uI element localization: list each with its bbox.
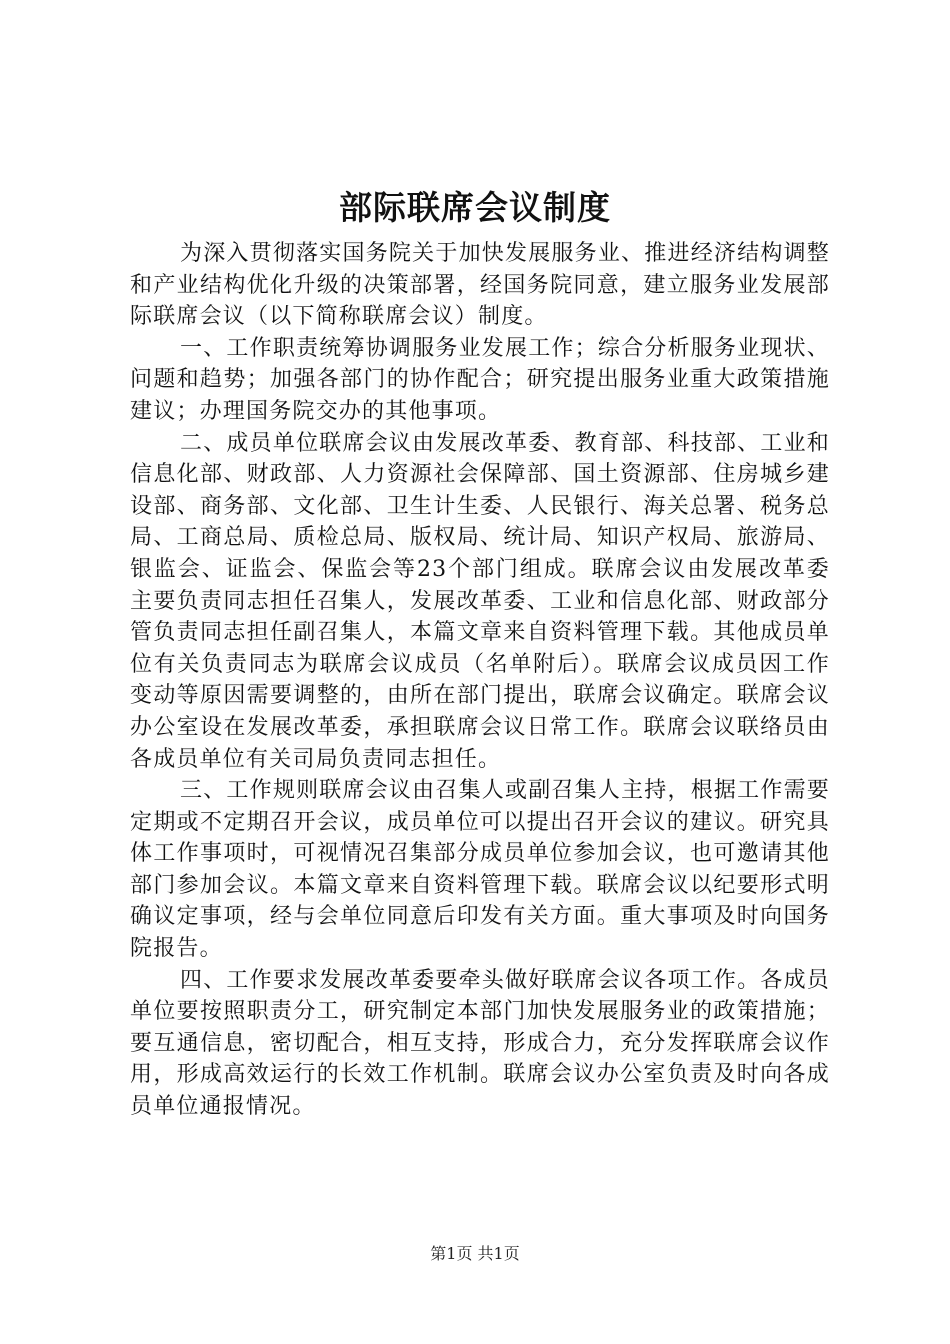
page-number-footer: 第1页 共1页 [430,1244,520,1263]
paragraph-section-3: 三、工作规则联席会议由召集人或副召集人主持，根据工作需要定期或不定期召开会议，成员单位可以提出召开会议的建议。研究具体工作事项时，可视情况召集部分成员单位参加会议，也可邀请其他部门参加会议。本篇文章来自资料管理下载。联席会议以纪要形式明确议定事项，经与会单位同意后印发有关方面。重大事项及时向国务院报告。 [130,778,830,962]
document-title: 部际联席会议制度 [339,188,611,227]
paragraph-section-2: 二、成员单位联席会议由发展改革委、教育部、科技部、工业和信息化部、财政部、人力资源社会保障部、国土资源部、住房城乡建设部、商务部、文化部、卫生计生委、人民银行、海关总署、税务总局、工商总局、质检总局、版权局、统计局、知识产权局、旅游局、银监会、证监会、保监会等23个部门组成。联席会议由发展改革委主要负责同志担任召集人，发展改革委、工业和信息化部、财政部分管负责同志担任副召集人，本篇文章来自资料管理下载。其他成员单位有关负责同志为联席会议成员（名单附后）。联席会议成员因工作变动等原因需要调整的，由所在部门提出，联席会议确定。联席会议办公室设在发展改革委，承担联席会议日常工作。联席会议联络员由各成员单位有关司局负责同志担任。 [130,430,830,772]
paragraph-intro: 为深入贯彻落实国务院关于加快发展服务业、推进经济结构调整和产业结构优化升级的决策部署，经国务院同意，建立服务业发展部际联席会议（以下简称联席会议）制度。 [130,241,830,330]
paragraph-section-1: 一、工作职责统筹协调服务业发展工作；综合分析服务业现状、问题和趋势；加强各部门的协作配合；研究提出服务业重大政策措施建议；办理国务院交办的其他事项。 [130,335,830,424]
paragraph-section-4: 四、工作要求发展改革委要牵头做好联席会议各项工作。各成员单位要按照职责分工，研究制定本部门加快发展服务业的政策措施；要互通信息，密切配合，相互支持，形成合力，充分发挥联席会议作用，形成高效运行的长效工作机制。联席会议办公室负责及时向各成员单位通报情况。 [130,967,830,1120]
document-body [130,238,830,1123]
